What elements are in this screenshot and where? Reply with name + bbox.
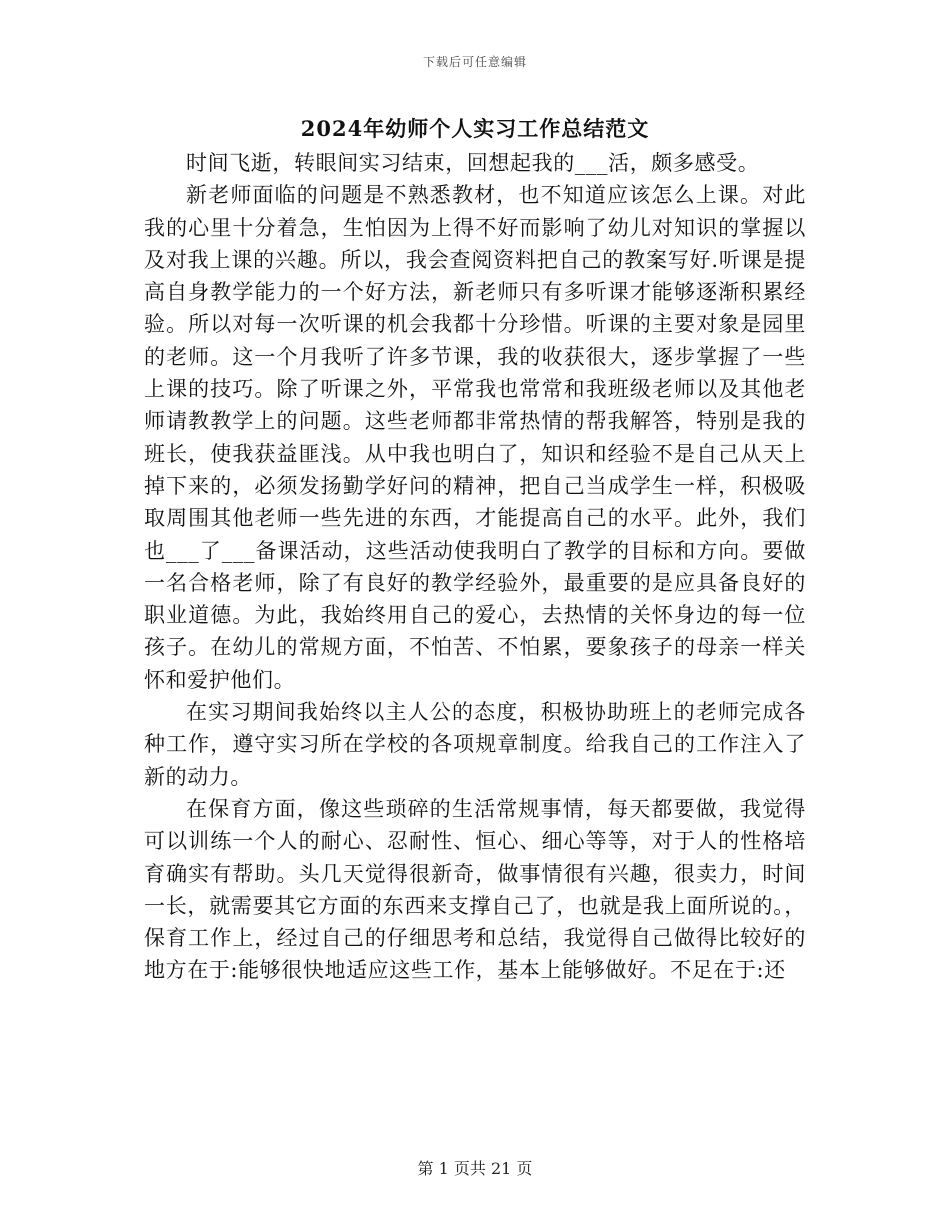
paragraph-4: 在保育方面，像这些琐碎的生活常规事情，每天都要做，我觉得可以训练一个人的耐心、忍耐性、恒心、细心等等，对于人的性格培育确实有帮助。头几天觉得很新奇，做事情很有兴趣，很卖力，时间一长，就需要其它方面的东西来支撑自己了，也就是我上面所说的。，保育工作上，经过自己的仔细思考和总结，我觉得自己做得比较好的地方在于:能够很快地适应这些工作，基本上能够做好。不足在于:还 [144,796,806,983]
paragraph-1: 时间飞逝，转眼间实习结束，回想起我的___活，颇多感受。 [186,151,760,175]
paragraph-3: 在实习期间我始终以主人公的态度，积极协助班上的老师完成各种工作，遵守实习所在学校的各项规章制度。给我自己的工作注入了新的动力。 [144,700,806,789]
page-number: 第 1 页共 21 页 [417,1159,533,1178]
paragraph-2: 新老师面临的问题是不熟悉教材，也不知道应该怎么上课。对此我的心里十分着急，生怕因为上得不好而影响了幼儿对知识的掌握以及对我上课的兴趣。所以，我会查阅资料把自己的教案写好.听课是提高自身教学能力的一个好方法，新老师只有多听课才能够逐渐积累经验。所以对每一次听课的机会我都十分珍惜。听课的主要对象是园里的老师。这一个月我听了许多节课，我的收获很大，逐步掌握了一些上课的技巧。除了听课之外，平常我也常常和我班级老师以及其他老师请教教学上的问题。这些老师都非常热情的帮我解答，特别是我的班长，使我获益匪浅。从中我也明白了，知识和经验不是自己从天上掉下来的，必须发扬勤学好问的精神，把自己当成学生一样，积极吸取周围其他老师一些先进的东西，才能提高自己的水平。此外，我们也___了___备课活动，这些活动使我明白了教学的目标和方向。要做一名合格老师，除了有良好的教学经验外，最重要的是应具备良好的职业道德。为此，我始终用自己的爱心，去热情的关怀身边的每一位孩子。在幼儿的常规方面，不怕苦、不怕累，要象孩子的母亲一样关怀和爱护他们。 [144,183,806,692]
document-title: 2024年幼师个人实习工作总结范文 [300,116,650,141]
document-body [144,147,806,987]
header-note: 下载后可任意编辑 [422,55,527,69]
